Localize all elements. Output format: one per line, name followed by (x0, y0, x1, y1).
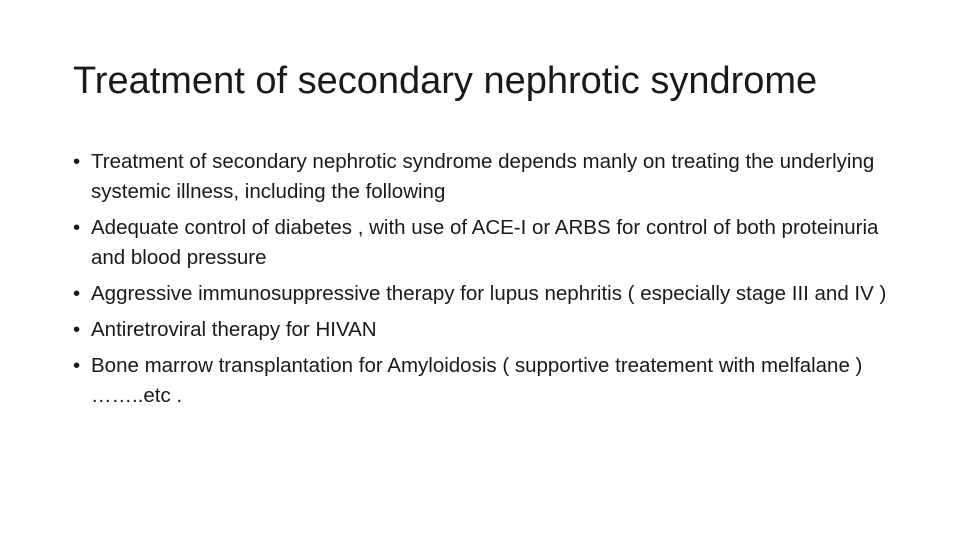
bullet-text: Antiretroviral therapy for HIVAN (91, 318, 377, 341)
bullet-text: Treatment of secondary nephrotic syndrome depends manly on treating the underlying systemic illness, including the following (91, 150, 875, 203)
bullet-item (73, 351, 903, 411)
bullet-icon: • (73, 318, 81, 341)
bullet-icon: • (73, 216, 81, 239)
bullet-text: Bone marrow transplantation for Amyloidosis ( supportive treatement with melfalane ) ……..etc . (91, 354, 863, 407)
bullet-icon: • (73, 354, 81, 377)
bullet-icon: • (73, 150, 81, 173)
bullet-item (73, 279, 903, 309)
bullet-item (73, 315, 903, 345)
bullet-icon: • (73, 282, 81, 305)
slide-title: Treatment of secondary nephrotic syndrome (73, 60, 818, 102)
bullet-text: Adequate control of diabetes , with use of ACE-I or ARBS for control of both proteinuria and blood pressure (91, 216, 879, 269)
bullet-text: Aggressive immunosuppressive therapy for lupus nephritis ( especially stage III and IV ) (91, 282, 887, 305)
bullet-list (73, 147, 903, 417)
bullet-item (73, 147, 903, 207)
bullet-item (73, 213, 903, 273)
